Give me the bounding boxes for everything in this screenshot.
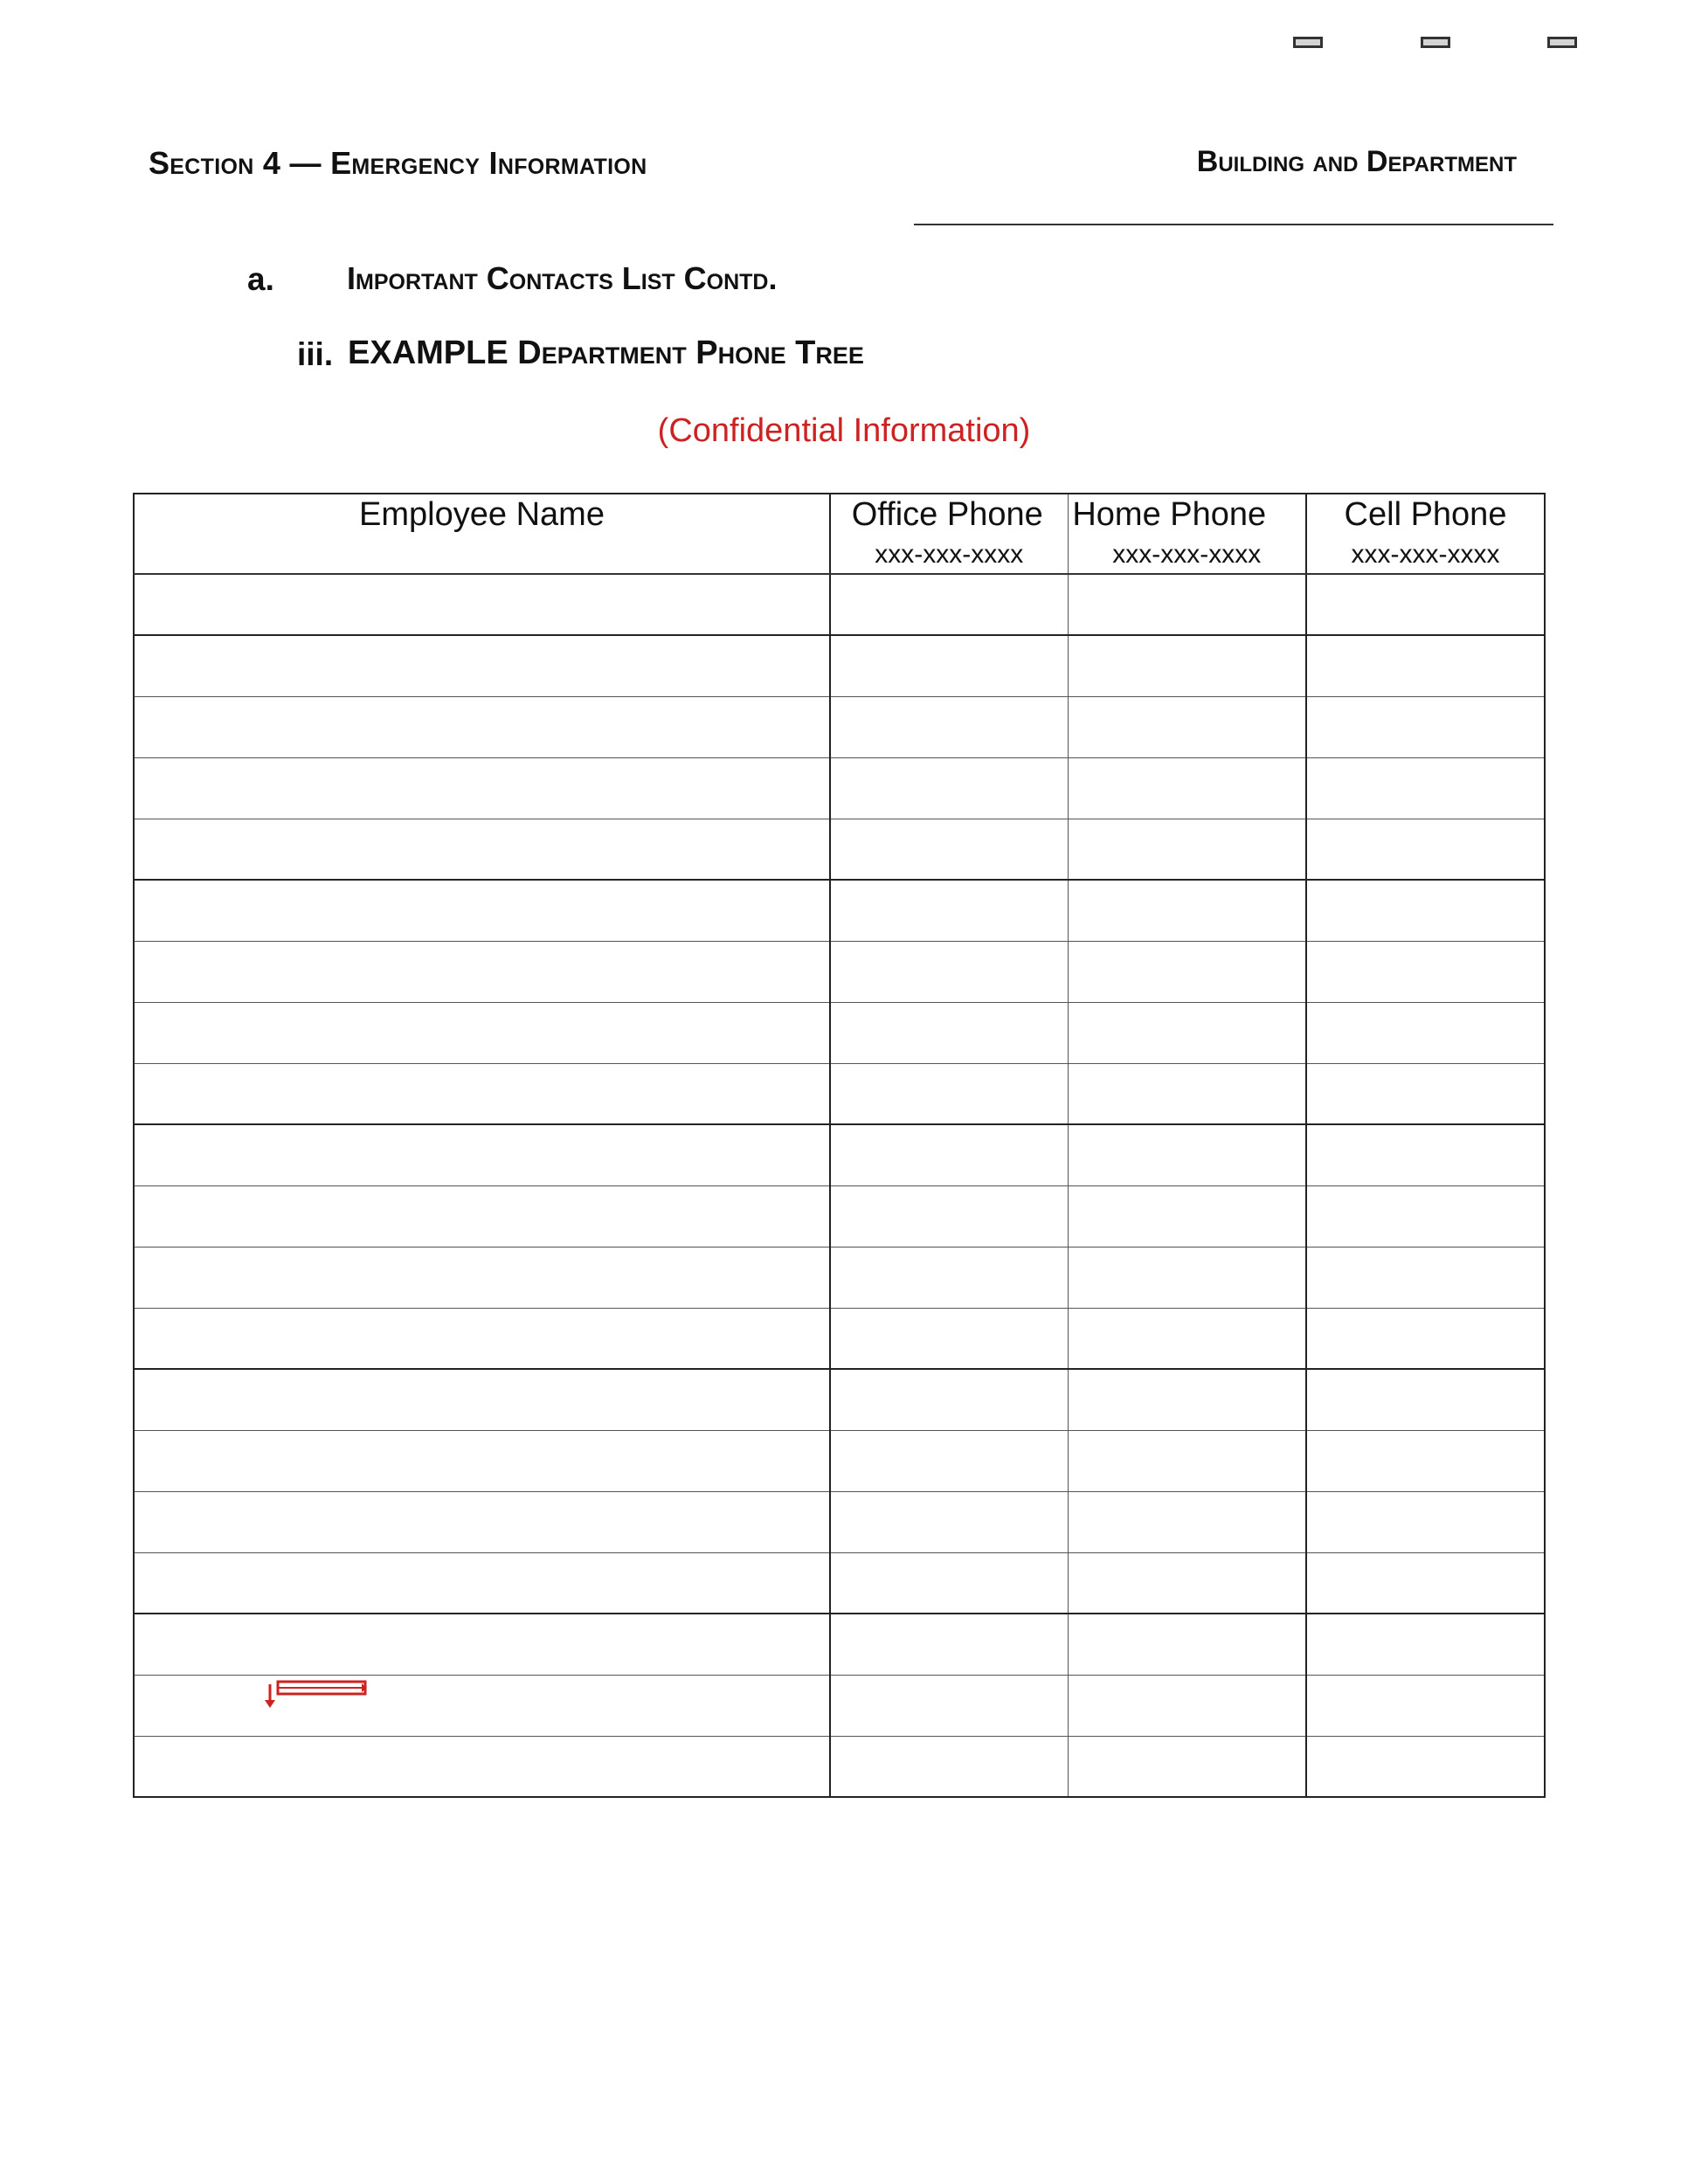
subsection-iii-title bbox=[348, 335, 864, 372]
home-phone-cell[interactable] bbox=[1068, 1552, 1306, 1614]
section-title: Section 4 — Emergency Information bbox=[149, 145, 647, 181]
home-phone-cell[interactable] bbox=[1068, 1369, 1306, 1430]
employee-name-field[interactable] bbox=[135, 697, 829, 757]
office-phone-format: xxx-xxx-xxxx bbox=[875, 540, 1024, 569]
office-phone-cell[interactable] bbox=[830, 1675, 1068, 1736]
employee-name-field[interactable] bbox=[135, 1492, 829, 1552]
table-row bbox=[134, 1369, 1545, 1430]
office-phone-cell[interactable] bbox=[830, 1430, 1068, 1491]
office-phone-cell[interactable] bbox=[830, 635, 1068, 696]
cell-phone-cell[interactable] bbox=[1306, 1491, 1545, 1552]
subsection-a-marker: a. bbox=[247, 261, 274, 297]
home-phone-field[interactable] bbox=[1069, 758, 1306, 819]
home-phone-field[interactable] bbox=[1069, 1064, 1306, 1124]
home-phone-field[interactable] bbox=[1069, 881, 1306, 941]
column-header-office-phone bbox=[830, 494, 1068, 574]
office-phone-cell[interactable] bbox=[830, 1736, 1068, 1797]
employee-name-cell[interactable] bbox=[134, 1185, 830, 1247]
phone-tree-table bbox=[133, 493, 1546, 1798]
table-header-row bbox=[134, 494, 1545, 574]
employee-name-field[interactable] bbox=[135, 881, 829, 941]
office-phone-cell[interactable] bbox=[830, 757, 1068, 819]
table-row bbox=[134, 574, 1545, 635]
employee-name-field[interactable] bbox=[135, 758, 829, 819]
home-phone-cell[interactable] bbox=[1068, 757, 1306, 819]
office-phone-field[interactable] bbox=[831, 1125, 1068, 1185]
office-phone-field[interactable] bbox=[831, 1676, 1068, 1736]
table-row bbox=[134, 941, 1545, 1002]
cell-phone-field[interactable] bbox=[1307, 1492, 1544, 1552]
cell-phone-field[interactable] bbox=[1307, 1003, 1544, 1063]
cell-phone-cell[interactable] bbox=[1306, 1675, 1545, 1736]
office-phone-cell[interactable] bbox=[830, 1491, 1068, 1552]
home-phone-format: xxx-xxx-xxxx bbox=[1112, 540, 1262, 569]
home-phone-field[interactable] bbox=[1069, 1676, 1306, 1736]
employee-name-cell[interactable] bbox=[134, 1247, 830, 1308]
home-phone-cell[interactable] bbox=[1068, 1063, 1306, 1124]
cell-phone-field[interactable] bbox=[1307, 758, 1544, 819]
cell-phone-field[interactable] bbox=[1307, 942, 1544, 1002]
employee-name-field[interactable] bbox=[135, 1003, 829, 1063]
cell-phone-field[interactable] bbox=[1307, 636, 1544, 696]
home-phone-cell[interactable] bbox=[1068, 1124, 1306, 1185]
office-phone-field[interactable] bbox=[831, 1553, 1068, 1614]
table-row bbox=[134, 819, 1545, 880]
table-row bbox=[134, 757, 1545, 819]
home-phone-cell[interactable] bbox=[1068, 1247, 1306, 1308]
employee-name-cell[interactable] bbox=[134, 1675, 830, 1736]
employee-name-cell[interactable] bbox=[134, 1736, 830, 1797]
home-phone-cell[interactable] bbox=[1068, 819, 1306, 880]
table-row bbox=[134, 1308, 1545, 1369]
table-row bbox=[134, 1614, 1545, 1675]
cell-phone-cell[interactable] bbox=[1306, 1614, 1545, 1675]
office-phone-field[interactable] bbox=[831, 881, 1068, 941]
table-row bbox=[134, 1247, 1545, 1308]
cell-phone-format: xxx-xxx-xxxx bbox=[1351, 540, 1500, 569]
table-row bbox=[134, 880, 1545, 941]
office-phone-field[interactable] bbox=[831, 697, 1068, 757]
employee-name-cell[interactable] bbox=[134, 1124, 830, 1185]
home-phone-label: Home Phone bbox=[1072, 496, 1267, 533]
employee-name-cell[interactable] bbox=[134, 1491, 830, 1552]
office-phone-field[interactable] bbox=[831, 1492, 1068, 1552]
employee-name-field[interactable] bbox=[135, 819, 829, 880]
office-phone-cell[interactable] bbox=[830, 574, 1068, 635]
cell-phone-cell[interactable] bbox=[1306, 1430, 1545, 1491]
office-phone-field[interactable] bbox=[831, 1064, 1068, 1124]
employee-name-cell[interactable] bbox=[134, 819, 830, 880]
office-phone-field[interactable] bbox=[831, 1737, 1068, 1797]
home-phone-cell[interactable] bbox=[1068, 1430, 1306, 1491]
employee-name-field[interactable] bbox=[135, 1125, 829, 1185]
home-phone-cell[interactable] bbox=[1068, 574, 1306, 635]
office-phone-cell[interactable] bbox=[830, 696, 1068, 757]
employee-name-field[interactable] bbox=[135, 1309, 829, 1369]
office-phone-field[interactable] bbox=[831, 1431, 1068, 1491]
employee-name-cell[interactable] bbox=[134, 1430, 830, 1491]
table-row bbox=[134, 1736, 1545, 1797]
corner-toggle-box[interactable] bbox=[1421, 37, 1450, 48]
cell-phone-cell[interactable] bbox=[1306, 696, 1545, 757]
office-phone-field[interactable] bbox=[831, 1248, 1068, 1308]
cell-phone-field[interactable] bbox=[1307, 1431, 1544, 1491]
employee-name-field[interactable] bbox=[135, 1431, 829, 1491]
corner-toggle-box[interactable] bbox=[1547, 37, 1577, 48]
employee-name-field[interactable] bbox=[135, 575, 829, 634]
cell-phone-field[interactable] bbox=[1307, 1676, 1544, 1736]
home-phone-cell[interactable] bbox=[1068, 696, 1306, 757]
form-field-marker-icon[interactable] bbox=[265, 1679, 368, 1709]
column-header-home-phone bbox=[1068, 494, 1306, 574]
cell-phone-field[interactable] bbox=[1307, 1553, 1544, 1614]
employee-name-field[interactable] bbox=[135, 636, 829, 696]
employee-name-cell[interactable] bbox=[134, 941, 830, 1002]
office-phone-cell[interactable] bbox=[830, 819, 1068, 880]
home-phone-field[interactable] bbox=[1069, 942, 1306, 1002]
home-phone-field[interactable] bbox=[1069, 1186, 1306, 1247]
home-phone-field[interactable] bbox=[1069, 819, 1306, 880]
employee-name-cell[interactable] bbox=[134, 880, 830, 941]
table-body bbox=[134, 574, 1545, 1797]
employee-name-cell[interactable] bbox=[134, 696, 830, 757]
employee-name-field[interactable] bbox=[135, 1370, 829, 1430]
office-phone-cell[interactable] bbox=[830, 1124, 1068, 1185]
office-phone-field[interactable] bbox=[831, 1186, 1068, 1247]
cell-phone-cell[interactable] bbox=[1306, 1247, 1545, 1308]
table-row bbox=[134, 1430, 1545, 1491]
cell-phone-field[interactable] bbox=[1307, 1248, 1544, 1308]
office-phone-field[interactable] bbox=[831, 1309, 1068, 1369]
column-header-employee-name bbox=[134, 494, 830, 574]
cell-phone-label: Cell Phone bbox=[1344, 496, 1507, 533]
employee-name-field[interactable] bbox=[135, 1064, 829, 1124]
cell-phone-field[interactable] bbox=[1307, 1309, 1544, 1369]
home-phone-field[interactable] bbox=[1069, 1248, 1306, 1308]
cell-phone-cell[interactable] bbox=[1306, 635, 1545, 696]
table-row bbox=[134, 1063, 1545, 1124]
home-phone-cell[interactable] bbox=[1068, 1185, 1306, 1247]
employee-name-cell[interactable] bbox=[134, 635, 830, 696]
home-phone-cell[interactable] bbox=[1068, 1002, 1306, 1063]
office-phone-cell[interactable] bbox=[830, 1308, 1068, 1369]
home-phone-field[interactable] bbox=[1069, 1492, 1306, 1552]
cell-phone-cell[interactable] bbox=[1306, 1063, 1545, 1124]
home-phone-field[interactable] bbox=[1069, 1003, 1306, 1063]
cell-phone-field[interactable] bbox=[1307, 1614, 1544, 1675]
home-phone-field[interactable] bbox=[1069, 1431, 1306, 1491]
cell-phone-cell[interactable] bbox=[1306, 1552, 1545, 1614]
employee-name-cell[interactable] bbox=[134, 1002, 830, 1063]
office-phone-field[interactable] bbox=[831, 1614, 1068, 1675]
confidential-notice: (Confidential Information) bbox=[657, 412, 1031, 449]
employee-name-cell[interactable] bbox=[134, 757, 830, 819]
home-phone-field[interactable] bbox=[1069, 1309, 1306, 1369]
cell-phone-cell[interactable] bbox=[1306, 1369, 1545, 1430]
cell-phone-cell[interactable] bbox=[1306, 1002, 1545, 1063]
cell-phone-field[interactable] bbox=[1307, 881, 1544, 941]
office-phone-cell[interactable] bbox=[830, 1247, 1068, 1308]
cell-phone-cell[interactable] bbox=[1306, 819, 1545, 880]
cell-phone-cell[interactable] bbox=[1306, 1124, 1545, 1185]
home-phone-cell[interactable] bbox=[1068, 880, 1306, 941]
cell-phone-field[interactable] bbox=[1307, 819, 1544, 880]
employee-name-field[interactable] bbox=[135, 1553, 829, 1614]
office-phone-field[interactable] bbox=[831, 575, 1068, 634]
table-row bbox=[134, 635, 1545, 696]
subsection-iii-marker: iii. bbox=[297, 336, 334, 372]
employee-name-cell[interactable] bbox=[134, 574, 830, 635]
employee-name-cell[interactable] bbox=[134, 1063, 830, 1124]
home-phone-field[interactable] bbox=[1069, 1125, 1306, 1185]
home-phone-cell[interactable] bbox=[1068, 1675, 1306, 1736]
office-phone-cell[interactable] bbox=[830, 941, 1068, 1002]
subsection-iii-title-rest: Department Phone Tree bbox=[508, 335, 864, 371]
employee-name-field[interactable] bbox=[135, 1248, 829, 1308]
cell-phone-field[interactable] bbox=[1307, 1125, 1544, 1185]
subsection-iii-title-caps: EXAMPLE bbox=[348, 335, 508, 371]
office-phone-cell[interactable] bbox=[830, 1063, 1068, 1124]
employee-name-field[interactable] bbox=[135, 942, 829, 1002]
office-phone-field[interactable] bbox=[831, 1370, 1068, 1430]
office-phone-field[interactable] bbox=[831, 636, 1068, 696]
table-row bbox=[134, 1002, 1545, 1063]
cell-phone-cell[interactable] bbox=[1306, 941, 1545, 1002]
employee-name-cell[interactable] bbox=[134, 1308, 830, 1369]
column-header-cell-phone bbox=[1306, 494, 1545, 574]
table-row bbox=[134, 1185, 1545, 1247]
employee-name-field[interactable] bbox=[135, 1676, 829, 1736]
office-phone-field[interactable] bbox=[831, 819, 1068, 880]
table-row bbox=[134, 1491, 1545, 1552]
cell-phone-field[interactable] bbox=[1307, 697, 1544, 757]
employee-name-cell[interactable] bbox=[134, 1614, 830, 1675]
office-phone-cell[interactable] bbox=[830, 1552, 1068, 1614]
home-phone-cell[interactable] bbox=[1068, 1736, 1306, 1797]
employee-name-cell[interactable] bbox=[134, 1369, 830, 1430]
cell-phone-cell[interactable] bbox=[1306, 1308, 1545, 1369]
office-phone-label: Office Phone bbox=[851, 496, 1043, 533]
home-phone-cell[interactable] bbox=[1068, 941, 1306, 1002]
home-phone-cell[interactable] bbox=[1068, 1491, 1306, 1552]
home-phone-cell[interactable] bbox=[1068, 1308, 1306, 1369]
employee-name-field[interactable] bbox=[135, 1737, 829, 1797]
home-phone-cell[interactable] bbox=[1068, 1614, 1306, 1675]
office-phone-cell[interactable] bbox=[830, 1185, 1068, 1247]
home-phone-cell[interactable] bbox=[1068, 635, 1306, 696]
department-title: Building and Department bbox=[1196, 145, 1517, 178]
employee-name-label: Employee Name bbox=[359, 496, 605, 533]
corner-toggle-box[interactable] bbox=[1293, 37, 1323, 48]
cell-phone-cell[interactable] bbox=[1306, 1185, 1545, 1247]
cell-phone-cell[interactable] bbox=[1306, 1736, 1545, 1797]
office-phone-cell[interactable] bbox=[830, 1002, 1068, 1063]
employee-name-field[interactable] bbox=[135, 1614, 829, 1675]
cell-phone-cell[interactable] bbox=[1306, 880, 1545, 941]
office-phone-cell[interactable] bbox=[830, 1614, 1068, 1675]
employee-name-field[interactable] bbox=[135, 1186, 829, 1247]
office-phone-field[interactable] bbox=[831, 758, 1068, 819]
home-phone-field[interactable] bbox=[1069, 697, 1306, 757]
table-row bbox=[134, 696, 1545, 757]
home-phone-field[interactable] bbox=[1069, 1614, 1306, 1675]
department-input-line[interactable] bbox=[914, 224, 1553, 225]
home-phone-field[interactable] bbox=[1069, 1370, 1306, 1430]
office-phone-cell[interactable] bbox=[830, 880, 1068, 941]
table-row bbox=[134, 1124, 1545, 1185]
home-phone-field[interactable] bbox=[1069, 1553, 1306, 1614]
office-phone-field[interactable] bbox=[831, 942, 1068, 1002]
cell-phone-field[interactable] bbox=[1307, 1370, 1544, 1430]
cell-phone-cell[interactable] bbox=[1306, 757, 1545, 819]
home-phone-field[interactable] bbox=[1069, 1737, 1306, 1797]
employee-name-cell[interactable] bbox=[134, 1552, 830, 1614]
cell-phone-field[interactable] bbox=[1307, 1186, 1544, 1247]
cell-phone-field[interactable] bbox=[1307, 1737, 1544, 1797]
office-phone-cell[interactable] bbox=[830, 1369, 1068, 1430]
cell-phone-field[interactable] bbox=[1307, 575, 1544, 634]
cell-phone-cell[interactable] bbox=[1306, 574, 1545, 635]
home-phone-field[interactable] bbox=[1069, 636, 1306, 696]
home-phone-field[interactable] bbox=[1069, 575, 1306, 634]
subsection-a-title: Important Contacts List Contd. bbox=[347, 260, 778, 296]
table-row bbox=[134, 1552, 1545, 1614]
cell-phone-field[interactable] bbox=[1307, 1064, 1544, 1124]
office-phone-field[interactable] bbox=[831, 1003, 1068, 1063]
